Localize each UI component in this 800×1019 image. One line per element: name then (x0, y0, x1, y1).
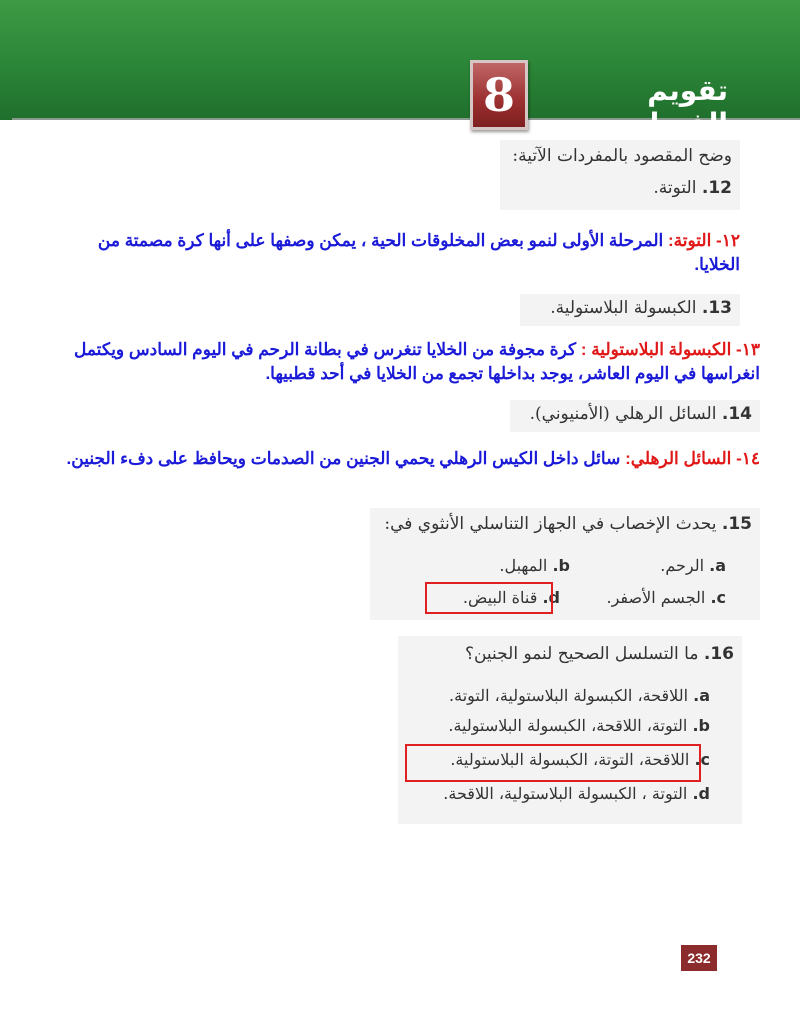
question-15 (384, 514, 752, 534)
answer-13-text: كرة مجوفة من الخلايا تنغرس في بطانة الرحم في اليوم السادس ويكتمل انغراسها في اليوم العاشر، يوجد بداخلها تجمع من الخلايا في أحد قطبيها. (73, 340, 760, 383)
question-14-number: 14. (721, 404, 752, 424)
answer-12 (90, 229, 740, 277)
question-14-panel (510, 400, 760, 432)
answer-12-text: المرحلة الأولى لنمو بعض المخلوقات الحية ، يمكن وصفها على أنها كرة مصمتة من الخلايا. (97, 231, 740, 274)
option-16-a: a. اللاقحة، الكبسولة البلاستولية، التوتة. (449, 686, 710, 705)
question-14 (530, 404, 752, 424)
answer-14 (50, 447, 760, 471)
question-16-panel (398, 636, 742, 824)
vocab-instruction: وضح المقصود بالمفردات الآتية: (512, 146, 732, 166)
option-16-c: c. اللاقحة، التوتة، الكبسولة البلاستولية. (450, 750, 710, 769)
question-13-number: 13. (701, 298, 732, 318)
option-16-b: b. التوتة، اللاقحة، الكبسولة البلاستولية. (448, 716, 710, 735)
option-15-d: d. قناة البيض. (462, 588, 560, 607)
option-15-a: a. الرحم. (660, 556, 726, 575)
answer-16-highlight-box (405, 744, 701, 782)
vocab-instruction-panel (500, 140, 740, 210)
question-16-number: 16. (703, 644, 734, 664)
answer-13-label: ١٣- الكبسولة البلاستولية : (580, 340, 760, 359)
answer-14-label: ١٤- السائل الرهلي: (625, 449, 760, 468)
chapter-number-badge: 8 (470, 60, 528, 130)
option-15-b: b. المهبل. (499, 556, 570, 575)
question-15-number: 15. (721, 514, 752, 534)
chapter-title: تقويم الفصل (635, 74, 728, 140)
question-16-text: ما التسلسل الصحيح لنمو الجنين؟ (464, 644, 699, 664)
option-15-c: c. الجسم الأصفر. (606, 588, 726, 607)
answer-13 (70, 338, 760, 386)
question-14-text: السائل الرهلي (الأمنيوني). (529, 404, 717, 424)
question-13-panel (520, 294, 740, 326)
question-13-text: الكبسولة البلاستولية. (550, 298, 697, 318)
question-16 (465, 644, 734, 664)
answer-12-label: ١٢- التوتة: (668, 231, 740, 250)
question-15-text: يحدث الإخصاب في الجهاز التناسلي الأنثوي في: (384, 514, 717, 534)
question-12 (653, 178, 732, 198)
answer-15-highlight-box (425, 582, 553, 614)
question-12-number: 12. (701, 178, 732, 198)
question-12-text: التوتة. (653, 178, 697, 198)
question-13 (550, 298, 732, 318)
answer-14-text: سائل داخل الكيس الرهلي يحمي الجنين من الصدمات ويحافظ على دفء الجنين. (66, 449, 621, 468)
option-16-d: d. التوتة ، الكبسولة البلاستولية، اللاقحة. (443, 784, 710, 803)
page-number: 232 (681, 945, 717, 971)
